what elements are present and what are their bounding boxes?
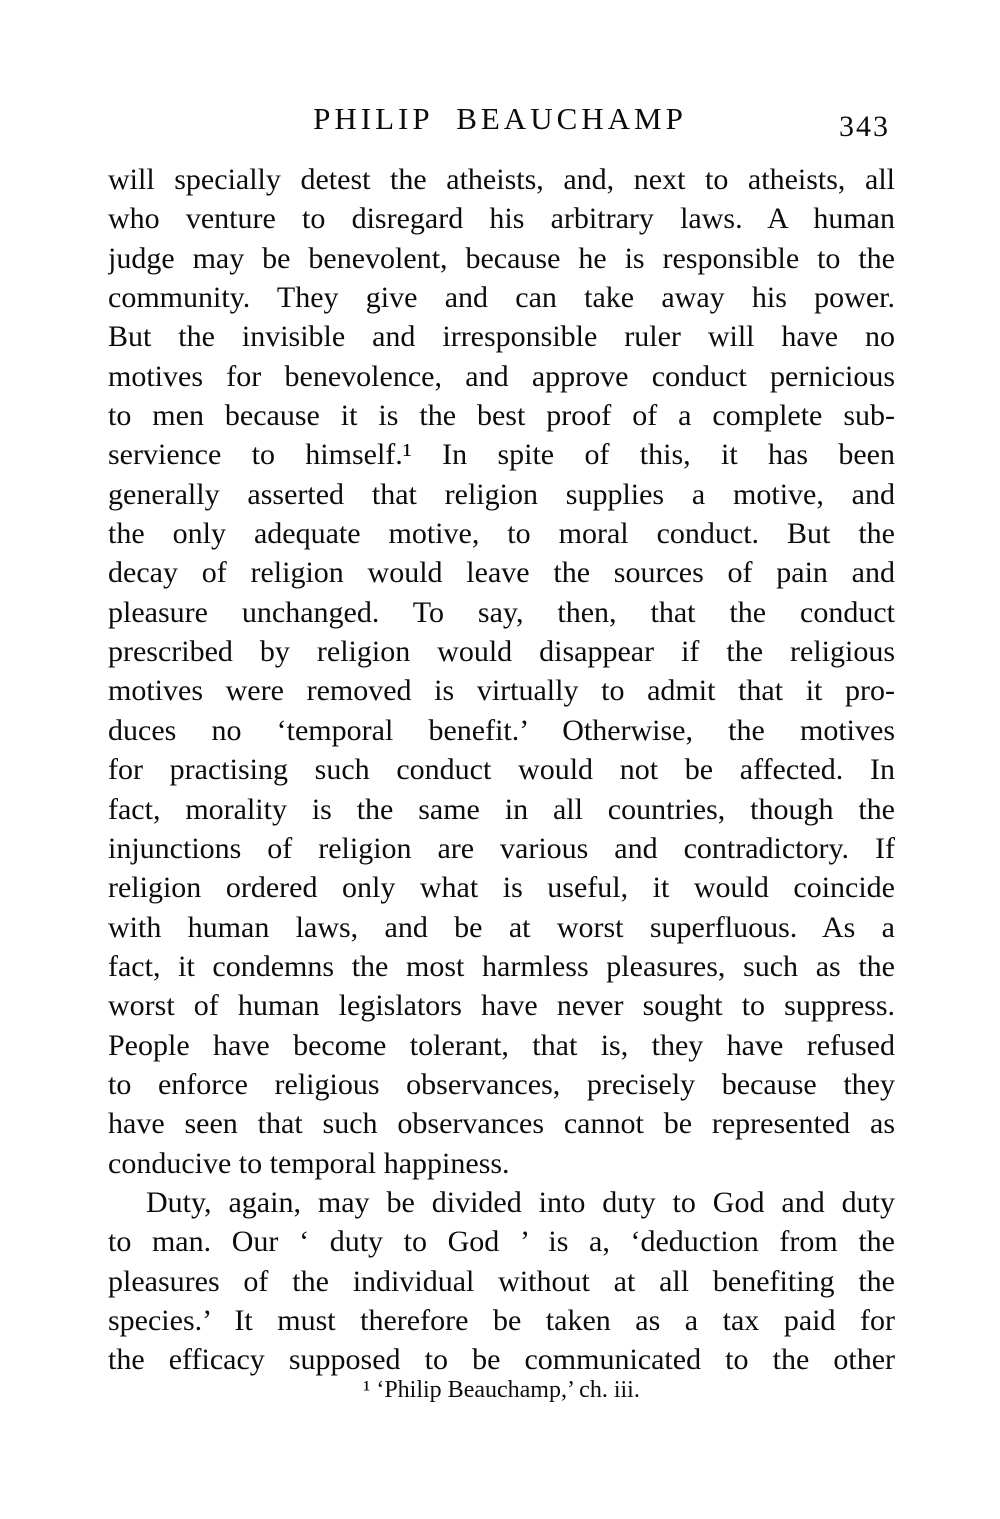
running-header-title: PHILIP BEAUCHAMP: [313, 101, 687, 136]
text-line: to enforce religious observances, precisely because they: [108, 1067, 895, 1101]
text-line: the efficacy supposed to be communicated to the other: [108, 1343, 895, 1377]
text-line: pleasures of the individual without at all benefiting the: [108, 1264, 895, 1298]
text-line: conducive to temporal happiness.: [108, 1146, 510, 1180]
text-line: generally asserted that religion supplies a motive, and: [108, 477, 895, 511]
footnote: ¹ ‘Philip Beauchamp,’ ch. iii.: [363, 1377, 640, 1403]
text-line: People have become tolerant, that is, they have refused: [108, 1028, 895, 1062]
text-line: pleasure unchanged. To say, then, that the conduct: [108, 595, 895, 629]
text-line: fact, morality is the same in all countries, though the: [108, 792, 895, 826]
text-line: worst of human legislators have never sought to suppress.: [108, 989, 895, 1023]
text-line: duces no ‘temporal benefit.’ Otherwise, the motives: [108, 713, 895, 747]
text-line: to men because it is the best proof of a complete sub-: [108, 399, 895, 433]
text-line: have seen that such observances cannot be represented as: [108, 1107, 895, 1141]
text-line: with human laws, and be at worst superfluous. As a: [108, 910, 895, 944]
text-line: the only adequate motive, to moral conduct. But the: [108, 517, 895, 551]
text-line: But the invisible and irresponsible ruler will have no: [108, 320, 895, 354]
page-number: 343: [839, 110, 890, 143]
text-line: fact, it condemns the most harmless pleasures, such as the: [108, 949, 895, 983]
text-line: species.’ It must therefore be taken as a tax paid for: [108, 1303, 895, 1337]
text-line: to man. Our ‘ duty to God ’ is a, ‘deduction from the: [108, 1225, 895, 1259]
text-line: who venture to disregard his arbitrary laws. A human: [108, 202, 895, 236]
page-body: [108, 160, 895, 1380]
text-line: servience to himself.¹ In spite of this, it has been: [108, 438, 895, 472]
text-line: judge may be benevolent, because he is responsible to the: [108, 241, 895, 275]
text-line: motives for benevolence, and approve conduct pernicious: [108, 359, 895, 393]
text-line: motives were removed is virtually to admit that it pro-: [108, 674, 895, 708]
text-line: decay of religion would leave the sources of pain and: [108, 556, 895, 590]
text-line: Duty, again, may be divided into duty to God and duty: [146, 1185, 895, 1219]
text-line: community. They give and can take away his power.: [108, 281, 895, 315]
text-line: religion ordered only what is useful, it would coincide: [108, 871, 895, 905]
text-line: injunctions of religion are various and contradictory. If: [108, 831, 895, 865]
text-line: prescribed by religion would disappear if the religious: [108, 635, 895, 669]
text-line: will specially detest the atheists, and, next to atheists, all: [108, 163, 895, 196]
text-line: for practising such conduct would not be affected. In: [108, 753, 895, 787]
